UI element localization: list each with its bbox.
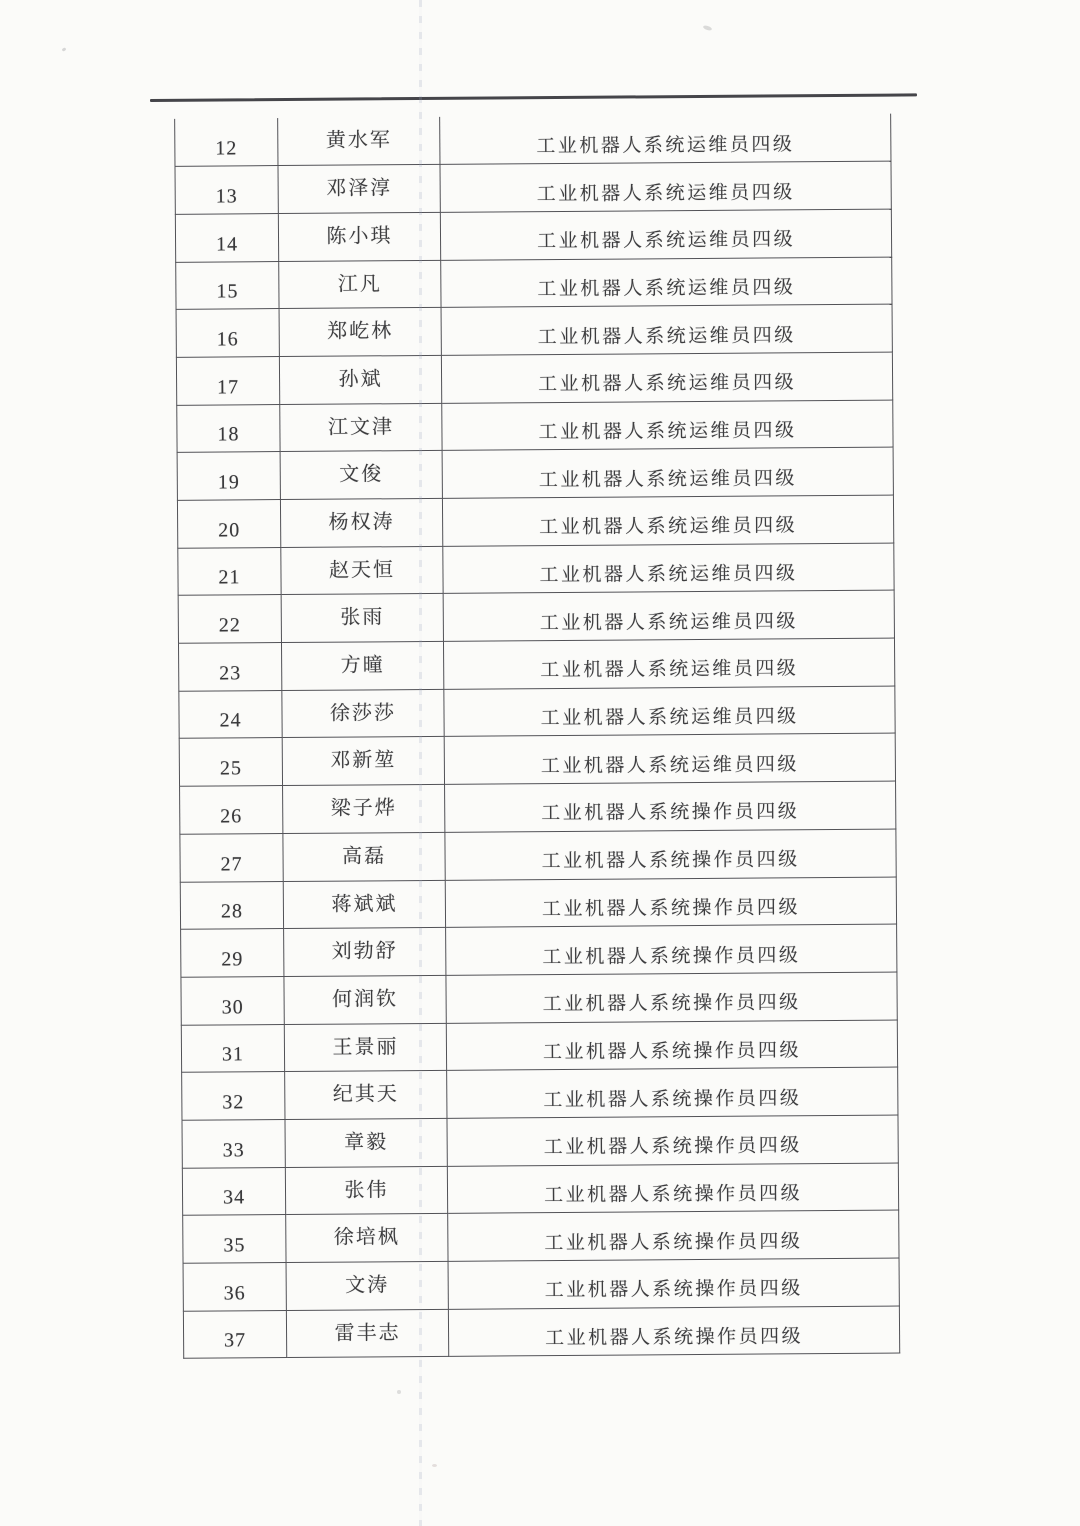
person-name-cell <box>286 1261 448 1310</box>
person-name-cell <box>284 975 446 1024</box>
certificate-title: 工业机器人系统操作员四级 <box>542 1040 802 1064</box>
row-number: 20 <box>218 519 241 542</box>
certificate-title-cell <box>440 114 891 165</box>
row-number-cell <box>179 690 282 738</box>
certificate-title-cell <box>448 1306 899 1357</box>
row-number-cell <box>175 118 278 166</box>
table-row <box>178 543 894 596</box>
certificate-title-cell <box>448 1258 899 1309</box>
row-number-cell <box>182 1167 285 1215</box>
row-number-cell <box>178 547 281 595</box>
person-name: 孙斌 <box>338 368 383 391</box>
person-name-cell <box>281 546 443 595</box>
person-name-cell <box>284 928 446 977</box>
person-name-cell <box>278 117 440 166</box>
row-number-cell <box>176 261 279 309</box>
row-number: 34 <box>222 1186 246 1209</box>
table-row <box>183 1258 899 1311</box>
person-name: 蒋斌斌 <box>331 892 398 916</box>
table-row <box>182 1115 898 1168</box>
table-row <box>178 590 894 643</box>
row-number-cell <box>180 786 283 834</box>
table-row <box>181 1020 897 1073</box>
person-name-cell <box>286 1214 448 1263</box>
table-row <box>176 257 892 310</box>
row-number-cell <box>175 166 278 214</box>
person-name-cell <box>285 1071 447 1120</box>
table-row <box>177 447 893 500</box>
certificate-title-cell <box>443 590 894 641</box>
person-name: 张伟 <box>344 1178 389 1202</box>
certificate-title-cell <box>445 829 896 880</box>
row-number-cell <box>175 213 278 261</box>
row-number: 13 <box>215 185 238 208</box>
certificate-title: 工业机器人系统运维员四级 <box>538 372 797 396</box>
row-number-cell <box>179 738 282 786</box>
row-number: 24 <box>219 709 242 732</box>
person-name-cell <box>283 880 445 929</box>
table-row <box>179 733 895 786</box>
row-number-cell <box>182 1119 285 1167</box>
person-name-cell <box>285 1118 447 1167</box>
row-number-cell <box>183 1310 286 1358</box>
certificate-title-cell <box>440 209 891 260</box>
person-name: 江凡 <box>337 272 382 296</box>
person-name-cell <box>281 594 443 643</box>
person-name-cell <box>280 498 442 547</box>
table-row <box>176 304 892 357</box>
person-name: 张雨 <box>340 606 385 629</box>
certificate-title: 工业机器人系统操作员四级 <box>542 992 801 1016</box>
certificate-title: 工业机器人系统操作员四级 <box>544 1230 803 1254</box>
certificate-title: 工业机器人系统运维员四级 <box>540 754 799 777</box>
person-name-cell <box>281 641 443 690</box>
certificate-title: 工业机器人系统操作员四级 <box>541 801 800 825</box>
table-row <box>183 1210 899 1263</box>
row-number: 37 <box>224 1329 247 1352</box>
person-name: 陈小琪 <box>326 225 393 248</box>
certificate-title-cell <box>441 352 892 403</box>
person-name: 郑屹林 <box>327 320 394 343</box>
table-row <box>181 972 897 1025</box>
row-number: 21 <box>218 566 241 589</box>
certificate-title-cell <box>445 781 896 832</box>
row-number: 23 <box>219 662 242 685</box>
person-name: 刘勃舒 <box>331 940 398 963</box>
person-name-cell <box>283 832 445 881</box>
certificate-title-cell <box>447 1115 898 1166</box>
person-name-cell <box>280 451 442 500</box>
person-name-cell <box>285 1166 447 1215</box>
certificate-title: 工业机器人系统操作员四级 <box>542 944 801 968</box>
row-number: 28 <box>220 900 244 923</box>
certificate-title: 工业机器人系统操作员四级 <box>543 1087 802 1111</box>
certificate-title-cell <box>441 257 892 308</box>
certificate-title: 工业机器人系统操作员四级 <box>545 1326 804 1350</box>
person-name: 王景丽 <box>332 1035 399 1059</box>
table-row <box>180 829 896 882</box>
certificate-title-cell <box>443 543 894 594</box>
person-name: 徐莎莎 <box>329 701 397 725</box>
row-number-cell <box>177 404 280 452</box>
table-row <box>179 686 895 739</box>
certificate-title-cell <box>444 733 895 784</box>
certificate-title: 工业机器人系统运维员四级 <box>537 324 796 348</box>
person-name-cell <box>279 260 441 309</box>
person-name: 邓新堃 <box>330 749 397 773</box>
row-number: 25 <box>219 757 242 780</box>
certificate-title-cell <box>442 400 893 451</box>
table-row <box>177 495 893 548</box>
person-name: 徐培枫 <box>333 1226 400 1249</box>
table-row <box>177 400 893 453</box>
table-row <box>180 781 896 834</box>
certificate-title: 工业机器人系统运维员四级 <box>539 563 798 587</box>
row-number-cell <box>178 643 281 691</box>
person-name: 黄水军 <box>325 129 392 152</box>
scan-artifact-speck <box>397 1390 401 1394</box>
certificate-title: 工业机器人系统运维员四级 <box>540 658 799 682</box>
row-number: 14 <box>215 232 239 256</box>
person-name: 江文津 <box>327 415 394 439</box>
person-name: 赵天恒 <box>328 558 396 582</box>
person-name-cell <box>283 784 445 833</box>
person-name-cell <box>282 737 444 786</box>
certificate-title: 工业机器人系统运维员四级 <box>537 277 796 301</box>
certificate-table-body <box>175 114 900 1359</box>
certificate-title: 工业机器人系统运维员四级 <box>536 133 795 157</box>
person-name-cell <box>282 689 444 738</box>
row-number: 17 <box>217 375 240 399</box>
table-row <box>175 161 891 214</box>
row-number: 22 <box>218 614 241 637</box>
certificate-title-cell <box>448 1210 899 1261</box>
person-name: 文俊 <box>339 463 384 486</box>
table-row <box>178 638 894 691</box>
certificate-title-cell <box>440 161 891 212</box>
person-name: 梁子烨 <box>330 797 397 820</box>
certificate-title: 工业机器人系统运维员四级 <box>536 229 796 253</box>
row-number: 16 <box>216 328 239 351</box>
row-number: 19 <box>217 471 240 494</box>
person-name-cell <box>279 308 441 357</box>
certificate-title: 工业机器人系统运维员四级 <box>539 610 798 634</box>
row-number: 35 <box>223 1234 246 1257</box>
row-number-cell <box>180 881 283 929</box>
row-number: 36 <box>223 1282 246 1305</box>
certificate-title-cell <box>445 877 896 928</box>
certificate-title: 工业机器人系统操作员四级 <box>543 1135 802 1159</box>
person-name: 雷丰志 <box>334 1321 401 1345</box>
certificate-title-cell <box>443 638 894 689</box>
certificate-title-cell <box>446 972 897 1023</box>
row-number-cell <box>183 1263 286 1311</box>
table-row <box>175 114 891 167</box>
table-row <box>176 352 892 405</box>
row-number: 27 <box>220 852 243 876</box>
certificate-title-cell <box>444 686 895 737</box>
row-number: 32 <box>222 1091 245 1114</box>
certificate-title: 工业机器人系统操作员四级 <box>541 897 801 920</box>
table-row <box>180 877 896 930</box>
certificate-title: 工业机器人系统运维员四级 <box>536 181 795 205</box>
person-name-cell <box>286 1309 448 1358</box>
certificate-title-cell <box>441 304 892 355</box>
scan-artifact-speck <box>432 1464 437 1467</box>
table-row <box>181 924 897 977</box>
certificate-title-cell <box>447 1067 898 1118</box>
certificate-title-cell <box>446 924 897 975</box>
person-name-cell <box>279 355 441 404</box>
row-number: 30 <box>221 995 244 1019</box>
row-number-cell <box>180 833 283 881</box>
certificate-title: 工业机器人系统操作员四级 <box>543 1183 803 1207</box>
person-name: 何润钦 <box>332 988 399 1011</box>
row-number-cell <box>177 500 280 548</box>
person-name: 纪其天 <box>332 1083 399 1106</box>
person-name-cell <box>278 212 440 261</box>
certificate-title: 工业机器人系统运维员四级 <box>538 467 797 491</box>
certificate-title-cell <box>442 495 893 546</box>
certificate-title: 工业机器人系统运维员四级 <box>538 420 797 444</box>
row-number-cell <box>176 356 279 404</box>
row-number: 33 <box>222 1138 245 1162</box>
certificate-title: 工业机器人系统操作员四级 <box>541 849 800 873</box>
table-row <box>183 1306 899 1359</box>
row-number: 15 <box>216 280 239 303</box>
row-number-cell <box>181 929 284 977</box>
person-name-cell <box>284 1023 446 1072</box>
table-row <box>182 1163 898 1216</box>
table-row <box>182 1067 898 1120</box>
certificate-title: 工业机器人系统运维员四级 <box>539 515 798 539</box>
certificate-title: 工业机器人系统操作员四级 <box>544 1278 803 1302</box>
row-number: 31 <box>221 1043 245 1066</box>
row-number-cell <box>177 452 280 500</box>
row-number: 29 <box>221 948 244 971</box>
certificate-title-cell <box>446 1020 897 1071</box>
scan-artifact-speck <box>703 25 713 32</box>
row-number-cell <box>176 309 279 357</box>
row-number: 18 <box>217 423 240 446</box>
row-number-cell <box>183 1215 286 1263</box>
row-number-cell <box>181 1024 284 1072</box>
table-row <box>175 209 891 262</box>
person-name: 邓泽淳 <box>326 177 393 200</box>
row-number-cell <box>182 1072 285 1120</box>
header-divider-line <box>150 93 917 102</box>
person-name: 方曈 <box>340 654 385 677</box>
row-number-cell <box>178 595 281 643</box>
page-content <box>150 93 949 1359</box>
person-name: 高磊 <box>341 845 387 868</box>
scan-artifact-speck <box>62 47 67 52</box>
person-name: 杨权涛 <box>328 511 395 534</box>
row-number: 12 <box>215 137 238 160</box>
person-name: 文涛 <box>345 1274 390 1297</box>
certificate-title-cell <box>442 447 893 498</box>
certificate-title-cell <box>447 1163 898 1214</box>
row-number-cell <box>181 976 284 1024</box>
certificate-title: 工业机器人系统运维员四级 <box>540 706 799 730</box>
certificate-table <box>174 114 900 1360</box>
row-number: 26 <box>220 805 243 828</box>
person-name-cell <box>278 165 440 214</box>
person-name-cell <box>280 403 442 452</box>
person-name: 章毅 <box>344 1131 389 1154</box>
